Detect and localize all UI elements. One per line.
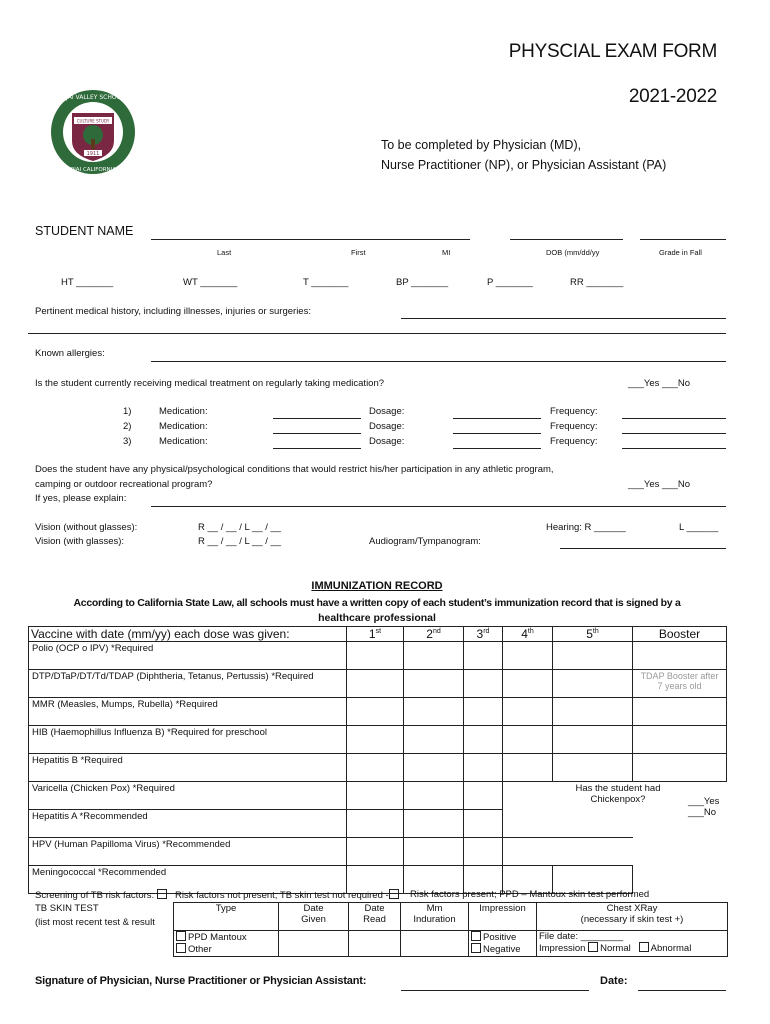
frequency-line[interactable] [622, 448, 726, 449]
vaccine-name: HPV (Human Papilloma Virus) *Recommended [29, 838, 347, 866]
table-row [29, 698, 727, 726]
school-seal-logo [50, 89, 136, 175]
vaccine-name: Varicella (Chicken Pox) *Required [29, 782, 347, 810]
signature-label: Signature of Physician, Nurse Practitioner or Physician Assistant: [35, 975, 367, 987]
dose-cell[interactable] [347, 726, 404, 754]
immunization-law-line2: healthcare professional [318, 612, 436, 624]
dosage-label: Dosage: [369, 421, 405, 432]
abnormal-checkbox[interactable] [639, 942, 649, 952]
frequency-line[interactable] [622, 433, 726, 434]
frequency-label: Frequency: [550, 421, 598, 432]
vaccine-name: Polio (OCP o IPV) *Required [29, 642, 347, 670]
date-read-header: Date Read [349, 903, 401, 931]
dose-cell[interactable] [503, 698, 553, 726]
dose-cell[interactable] [347, 782, 404, 810]
vaccine-name: Meningococcal *Recommended [29, 866, 347, 894]
conditions-question-line1: Does the student have any physical/psychological conditions that would restrict his/her participation in any athletic program, [35, 464, 554, 475]
dose-cell[interactable] [347, 810, 404, 838]
dose-cell[interactable] [347, 698, 404, 726]
pertinent-history-line2[interactable] [28, 333, 726, 334]
tdap-booster-note[interactable]: TDAP Booster after 7 years old [633, 670, 727, 698]
medication-label: Medication: [159, 421, 208, 432]
pulse-field[interactable]: P _______ [487, 277, 533, 288]
other-checkbox[interactable] [176, 943, 186, 953]
dose-2-header: 2nd [404, 627, 464, 642]
dosage-line[interactable] [453, 418, 541, 419]
risk-present-label: Risk factors present; PPD – Mantoux skin test performed [410, 889, 650, 900]
frequency-line[interactable] [622, 418, 726, 419]
rr-field[interactable]: RR _______ [570, 277, 624, 288]
completed-by-line1: To be completed by Physician (MD), [381, 138, 582, 152]
dosage-line[interactable] [453, 448, 541, 449]
file-date-field[interactable]: File date: ________ [539, 931, 623, 942]
explain-label: If yes, please explain: [35, 493, 127, 504]
positive-checkbox[interactable] [471, 931, 481, 941]
tb-skin-test-label: TB SKIN TEST [35, 903, 99, 914]
dose-cell[interactable] [347, 754, 404, 782]
table-row [29, 838, 727, 866]
dose-cell[interactable] [464, 670, 503, 698]
dose-cell[interactable] [503, 642, 553, 670]
impression-cell [469, 931, 537, 957]
vaccine-name: HIB (Haemophillus Influenza B) *Required for preschool [29, 726, 347, 754]
allergies-line[interactable] [151, 361, 726, 362]
positive-option[interactable]: Positive [471, 931, 534, 943]
dob-line[interactable] [510, 239, 623, 240]
table-row [29, 670, 727, 698]
tb-screening-label: Screening of TB risk factors: [35, 889, 169, 901]
booster-cell[interactable] [633, 726, 727, 754]
date-given-header: Date Given [279, 903, 349, 931]
student-name-line[interactable] [151, 239, 470, 240]
treatment-yes-no[interactable]: ___Yes ___No [628, 378, 690, 389]
medication-label: Medication: [159, 436, 208, 447]
table-row [29, 642, 727, 670]
date-given-cell[interactable] [279, 931, 349, 957]
other-option[interactable]: Other [176, 943, 276, 955]
form-year: 2021-2022 [628, 86, 717, 107]
hearing-right-field[interactable]: Hearing: R ______ [546, 522, 626, 533]
vaccine-name: DTP/DTaP/DT/Td/TDAP (Diphtheria, Tetanus, Pertussis) *Required [29, 670, 347, 698]
dosage-line[interactable] [453, 433, 541, 434]
dose-cell[interactable] [404, 782, 464, 810]
medication-line[interactable] [273, 433, 361, 434]
vaccine-name: MMR (Measles, Mumps, Rubella) *Required [29, 698, 347, 726]
dose-cell[interactable] [553, 642, 633, 670]
date-label: Date: [600, 975, 628, 987]
chest-xray-cell [537, 931, 728, 957]
vision-without-field[interactable]: R __ / __ / L __ / __ [198, 522, 282, 533]
grade-line[interactable] [640, 239, 726, 240]
dose-cell[interactable] [404, 754, 464, 782]
dose-cell[interactable] [404, 642, 464, 670]
conditions-yes-no[interactable]: ___Yes ___No [628, 479, 690, 490]
completed-by-line2: Nurse Practitioner (NP), or Physician Assistant (PA) [381, 158, 667, 172]
student-name-label: STUDENT NAME [35, 224, 134, 238]
chickenpox-yes-no[interactable]: ___Yes ___No [688, 796, 720, 818]
dose-cell[interactable] [464, 838, 503, 866]
immunization-table [28, 626, 727, 894]
wt-field[interactable]: WT _______ [183, 277, 238, 288]
bp-field[interactable]: BP _______ [396, 277, 449, 288]
dose-cell[interactable] [404, 670, 464, 698]
dose-cell[interactable] [464, 698, 503, 726]
conditions-question-line2: camping or outdoor recreational program? [35, 479, 213, 490]
chest-xray-header: Chest XRay (necessary if skin test +) [537, 903, 728, 931]
dose-cell[interactable] [503, 726, 553, 754]
explain-line[interactable] [151, 506, 726, 507]
frequency-label: Frequency: [550, 406, 598, 417]
date-read-cell[interactable] [349, 931, 401, 957]
temp-field[interactable]: T _______ [303, 277, 349, 288]
svg-text:OJAI CALIFORNIA: OJAI CALIFORNIA [69, 167, 117, 173]
dose-cell[interactable] [404, 810, 464, 838]
frequency-label: Frequency: [550, 436, 598, 447]
risk-present-checkbox[interactable] [389, 889, 399, 899]
vaccine-name: Hepatitis B *Required [29, 754, 347, 782]
pertinent-history-label: Pertinent medical history, including illnesses, injuries or surgeries: [35, 306, 311, 317]
tb-type-cell [174, 931, 279, 957]
dosage-label: Dosage: [369, 406, 405, 417]
immunization-law-line1: According to California State Law, all schools must have a written copy of each student’s immunization record that is signed by a [73, 597, 681, 609]
vaccine-name: Hepatitis A *Recommended [29, 810, 347, 838]
negative-checkbox[interactable] [471, 943, 481, 953]
dose-cell[interactable] [464, 642, 503, 670]
tb-data-row [174, 931, 728, 957]
negative-option[interactable]: Negative [471, 943, 534, 955]
booster-cell[interactable] [633, 642, 727, 670]
risk-not-present-checkbox[interactable] [157, 889, 167, 899]
dose-cell[interactable] [503, 670, 553, 698]
dose-cell[interactable] [347, 642, 404, 670]
medication-line[interactable] [273, 418, 361, 419]
dose-3-header: 3rd [464, 627, 503, 642]
pertinent-history-line[interactable] [401, 318, 726, 319]
tb-header-row [174, 903, 728, 931]
svg-text:1911: 1911 [86, 151, 100, 157]
type-header: Type [174, 903, 279, 931]
dob-label: DOB (mm/dd/yy [546, 248, 600, 257]
audiogram-label: Audiogram/Tympanogram: [369, 536, 481, 547]
normal-checkbox[interactable] [588, 942, 598, 952]
allergies-label: Known allergies: [35, 348, 105, 359]
form-title: PHYSCIAL EXAM FORM [508, 41, 717, 62]
dose-cell[interactable] [404, 726, 464, 754]
dosage-label: Dosage: [369, 436, 405, 447]
dose-1-header: 1st [347, 627, 404, 642]
medication-line[interactable] [273, 448, 361, 449]
dose-cell[interactable] [464, 810, 503, 838]
ht-field[interactable]: HT _______ [61, 277, 114, 288]
mm-induration-header: Mm Induration [401, 903, 469, 931]
first-label: First [351, 248, 366, 257]
vision-with-label: Vision (with glasses): [35, 536, 125, 547]
dose-cell[interactable] [553, 726, 633, 754]
tb-most-recent-label: (list most recent test & result [35, 917, 155, 928]
chickenpox-question: Has the student had Chickenpox? [575, 783, 661, 805]
table-row [29, 754, 727, 782]
spacer-cell [503, 838, 727, 866]
last-label: Last [217, 248, 232, 257]
table-row [29, 810, 727, 838]
med-num: 1) [123, 406, 132, 417]
date-line[interactable] [638, 990, 726, 991]
dose-5-header: 5th [553, 627, 633, 642]
xray-impression: Impression Normal Abnormal [539, 943, 692, 954]
med-num: 3) [123, 436, 132, 447]
tb-test-table [173, 902, 728, 957]
dose-cell[interactable] [503, 754, 553, 782]
chickenpox-question-cell [503, 782, 727, 818]
audiogram-line[interactable] [560, 548, 726, 549]
table-row [29, 726, 727, 754]
impression-header: Impression [469, 903, 537, 931]
vaccine-header: Vaccine with date (mm/yy) each dose was given: [29, 627, 347, 642]
dose-cell[interactable] [553, 670, 633, 698]
immunization-title: IMMUNIZATION RECORD [311, 580, 443, 592]
mi-label: MI [442, 248, 451, 257]
dose-cell[interactable] [404, 838, 464, 866]
booster-cell[interactable] [633, 698, 727, 726]
dose-cell[interactable] [347, 838, 404, 866]
spacer-cell [503, 810, 633, 838]
dose-cell[interactable] [553, 754, 633, 782]
dose-cell[interactable] [464, 782, 503, 810]
dose-4-header: 4th [503, 627, 553, 642]
dose-cell[interactable] [404, 698, 464, 726]
vision-with-field[interactable]: R __ / __ / L __ / __ [198, 536, 282, 547]
immunization-header-row [29, 627, 727, 642]
booster-header: Booster [633, 627, 727, 642]
svg-text:CULTURE STUDY: CULTURE STUDY [76, 118, 110, 124]
treatment-question: Is the student currently receiving medical treatment on regularly taking medication? [35, 378, 385, 389]
hearing-left-field[interactable]: L ______ [679, 522, 719, 533]
med-num: 2) [123, 421, 132, 432]
dose-cell[interactable] [464, 726, 503, 754]
medication-label: Medication: [159, 406, 208, 417]
signature-line[interactable] [401, 990, 589, 991]
ppd-option[interactable]: PPD Mantoux [176, 931, 276, 943]
svg-text:OJAI VALLEY SCHOOL: OJAI VALLEY SCHOOL [61, 94, 125, 101]
dose-cell[interactable] [553, 698, 633, 726]
grade-label: Grade in Fall [659, 248, 702, 257]
dose-cell[interactable] [464, 754, 503, 782]
table-row [29, 782, 727, 810]
ppd-checkbox[interactable] [176, 931, 186, 941]
vision-without-label: Vision (without glasses): [35, 522, 138, 533]
induration-cell[interactable] [401, 931, 469, 957]
risk-not-present-label: Risk factors not present; TB skin test not required - [175, 889, 401, 901]
dose-cell[interactable] [347, 670, 404, 698]
booster-cell[interactable] [633, 754, 727, 782]
